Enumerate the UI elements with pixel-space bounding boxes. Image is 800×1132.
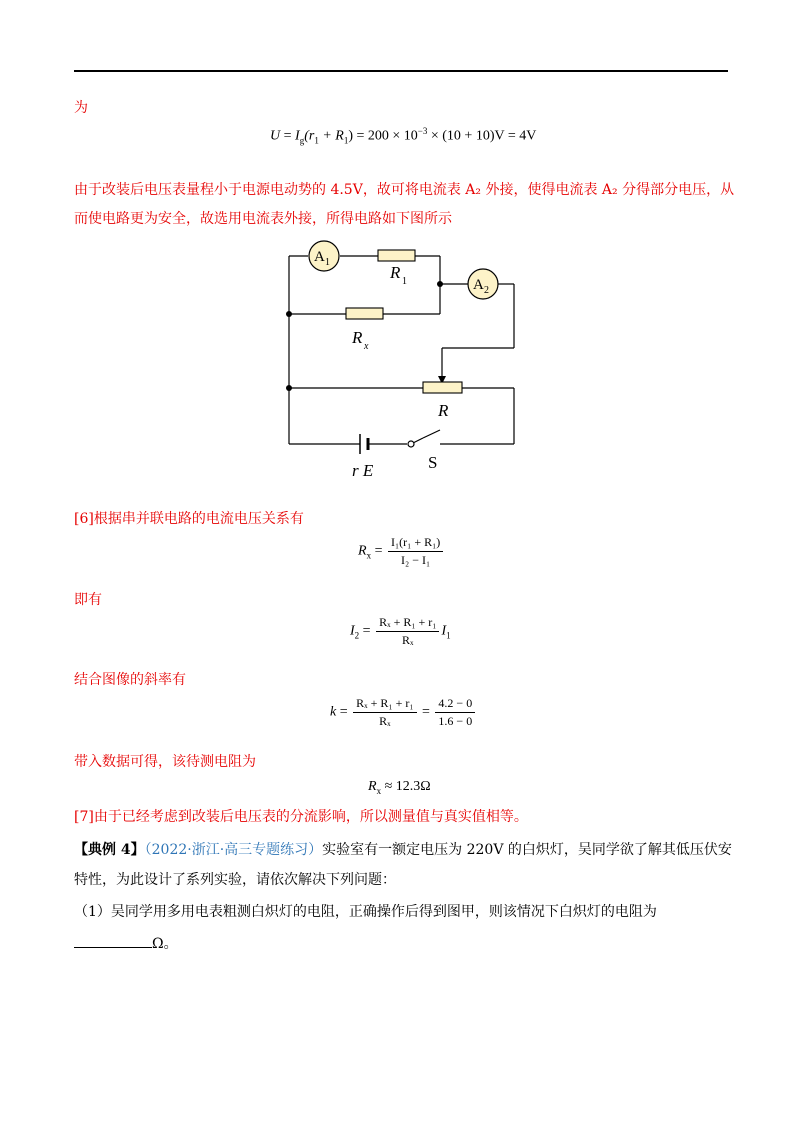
resistor-rx-label: R (352, 328, 363, 347)
ammeter-a1-label: A (314, 249, 325, 265)
answer-blank[interactable] (74, 933, 152, 948)
resistor-rx-icon (346, 308, 383, 319)
junction-node (286, 311, 292, 317)
ammeter-a1-sub: 1 (325, 257, 330, 268)
equation-slope: k = $\frac{\text{Rₓ + R₁ + r₁}}{\text{Rₓ}}$ = $\frac{4.2 - 0}{1.6 - 0}$ (330, 696, 477, 729)
example-source: （2022·浙江·高三专题练习） (144, 842, 323, 858)
text-step-7: [7]由于已经考虑到改装后电压表的分流影响，所以测量值与真实值相等。 (74, 809, 528, 825)
equation-voltage: $U = I_g(r_1 + R_1) = 200 \times 10^{-3} \times (10 + 10)V = 4V$ (270, 126, 537, 146)
example-line-1 (74, 840, 732, 860)
question-1: （1）吴同学用多用电表粗测白炽灯的电阻，正确操作后得到图甲，则该情况下白炽灯的电阻为 (74, 904, 657, 920)
junction-node (437, 281, 443, 287)
equation-result: $R_x \approx 12.3\Omega$ (368, 779, 431, 796)
ammeter-a2-label: A (473, 277, 484, 293)
text-wei: 为 (74, 100, 88, 116)
resistor-rx-sub: x (364, 341, 369, 352)
equation-i2: $I_2$ = $\frac{\text{Rₓ + R₁ + r₁}}{\text{Rₓ}}$ $I_1$ (350, 615, 451, 647)
text-jiyou: 即有 (74, 592, 102, 608)
text-jiehe: 结合图像的斜率有 (74, 672, 186, 688)
text-dairu: 带入数据可得，该待测电阻为 (74, 754, 256, 770)
example-line-2: 特性，为此设计了系列实验，请依次解决下列问题： (74, 872, 396, 888)
resistor-r1-sub: 1 (402, 276, 407, 287)
switch-label: S (428, 453, 438, 472)
paragraph-line-1: 由于改装后电压表量程小于电源电动势的 4.5V，故可将电流表 A₂ 外接，使得电流表 A₂ 分得部分电压，从 (74, 182, 735, 198)
header-rule (74, 70, 728, 72)
ammeter-a2-sub: 2 (484, 285, 489, 296)
resistor-r1-icon (378, 250, 415, 261)
answer-line (74, 933, 178, 954)
example-tag: 【典例 4】 (74, 842, 145, 858)
rheostat-r-label: R (438, 401, 449, 420)
resistor-r1-label: R (390, 263, 401, 282)
example-text-1: 实验室有一额定电压为 220V 的白炽灯，吴同学欲了解其低压伏安 (322, 842, 732, 858)
battery-label: r E (352, 461, 374, 480)
switch-contact-icon (408, 441, 414, 447)
junction-node (286, 385, 292, 391)
rheostat-r-icon (423, 382, 462, 393)
text-step-6: [6]根据串并联电路的电流电压关系有 (74, 511, 304, 527)
circuit-diagram (270, 236, 540, 486)
paragraph-line-2: 而使电路更为安全，故选用电流表外接，所得电路如下图所示 (74, 211, 452, 227)
equation-rx: $R_x$ = $\frac{\text{I₁(r₁ + R₁)}}{\text{I₂ − I₁}}$ (358, 535, 445, 568)
unit-ohm: Ω。 (152, 936, 178, 952)
